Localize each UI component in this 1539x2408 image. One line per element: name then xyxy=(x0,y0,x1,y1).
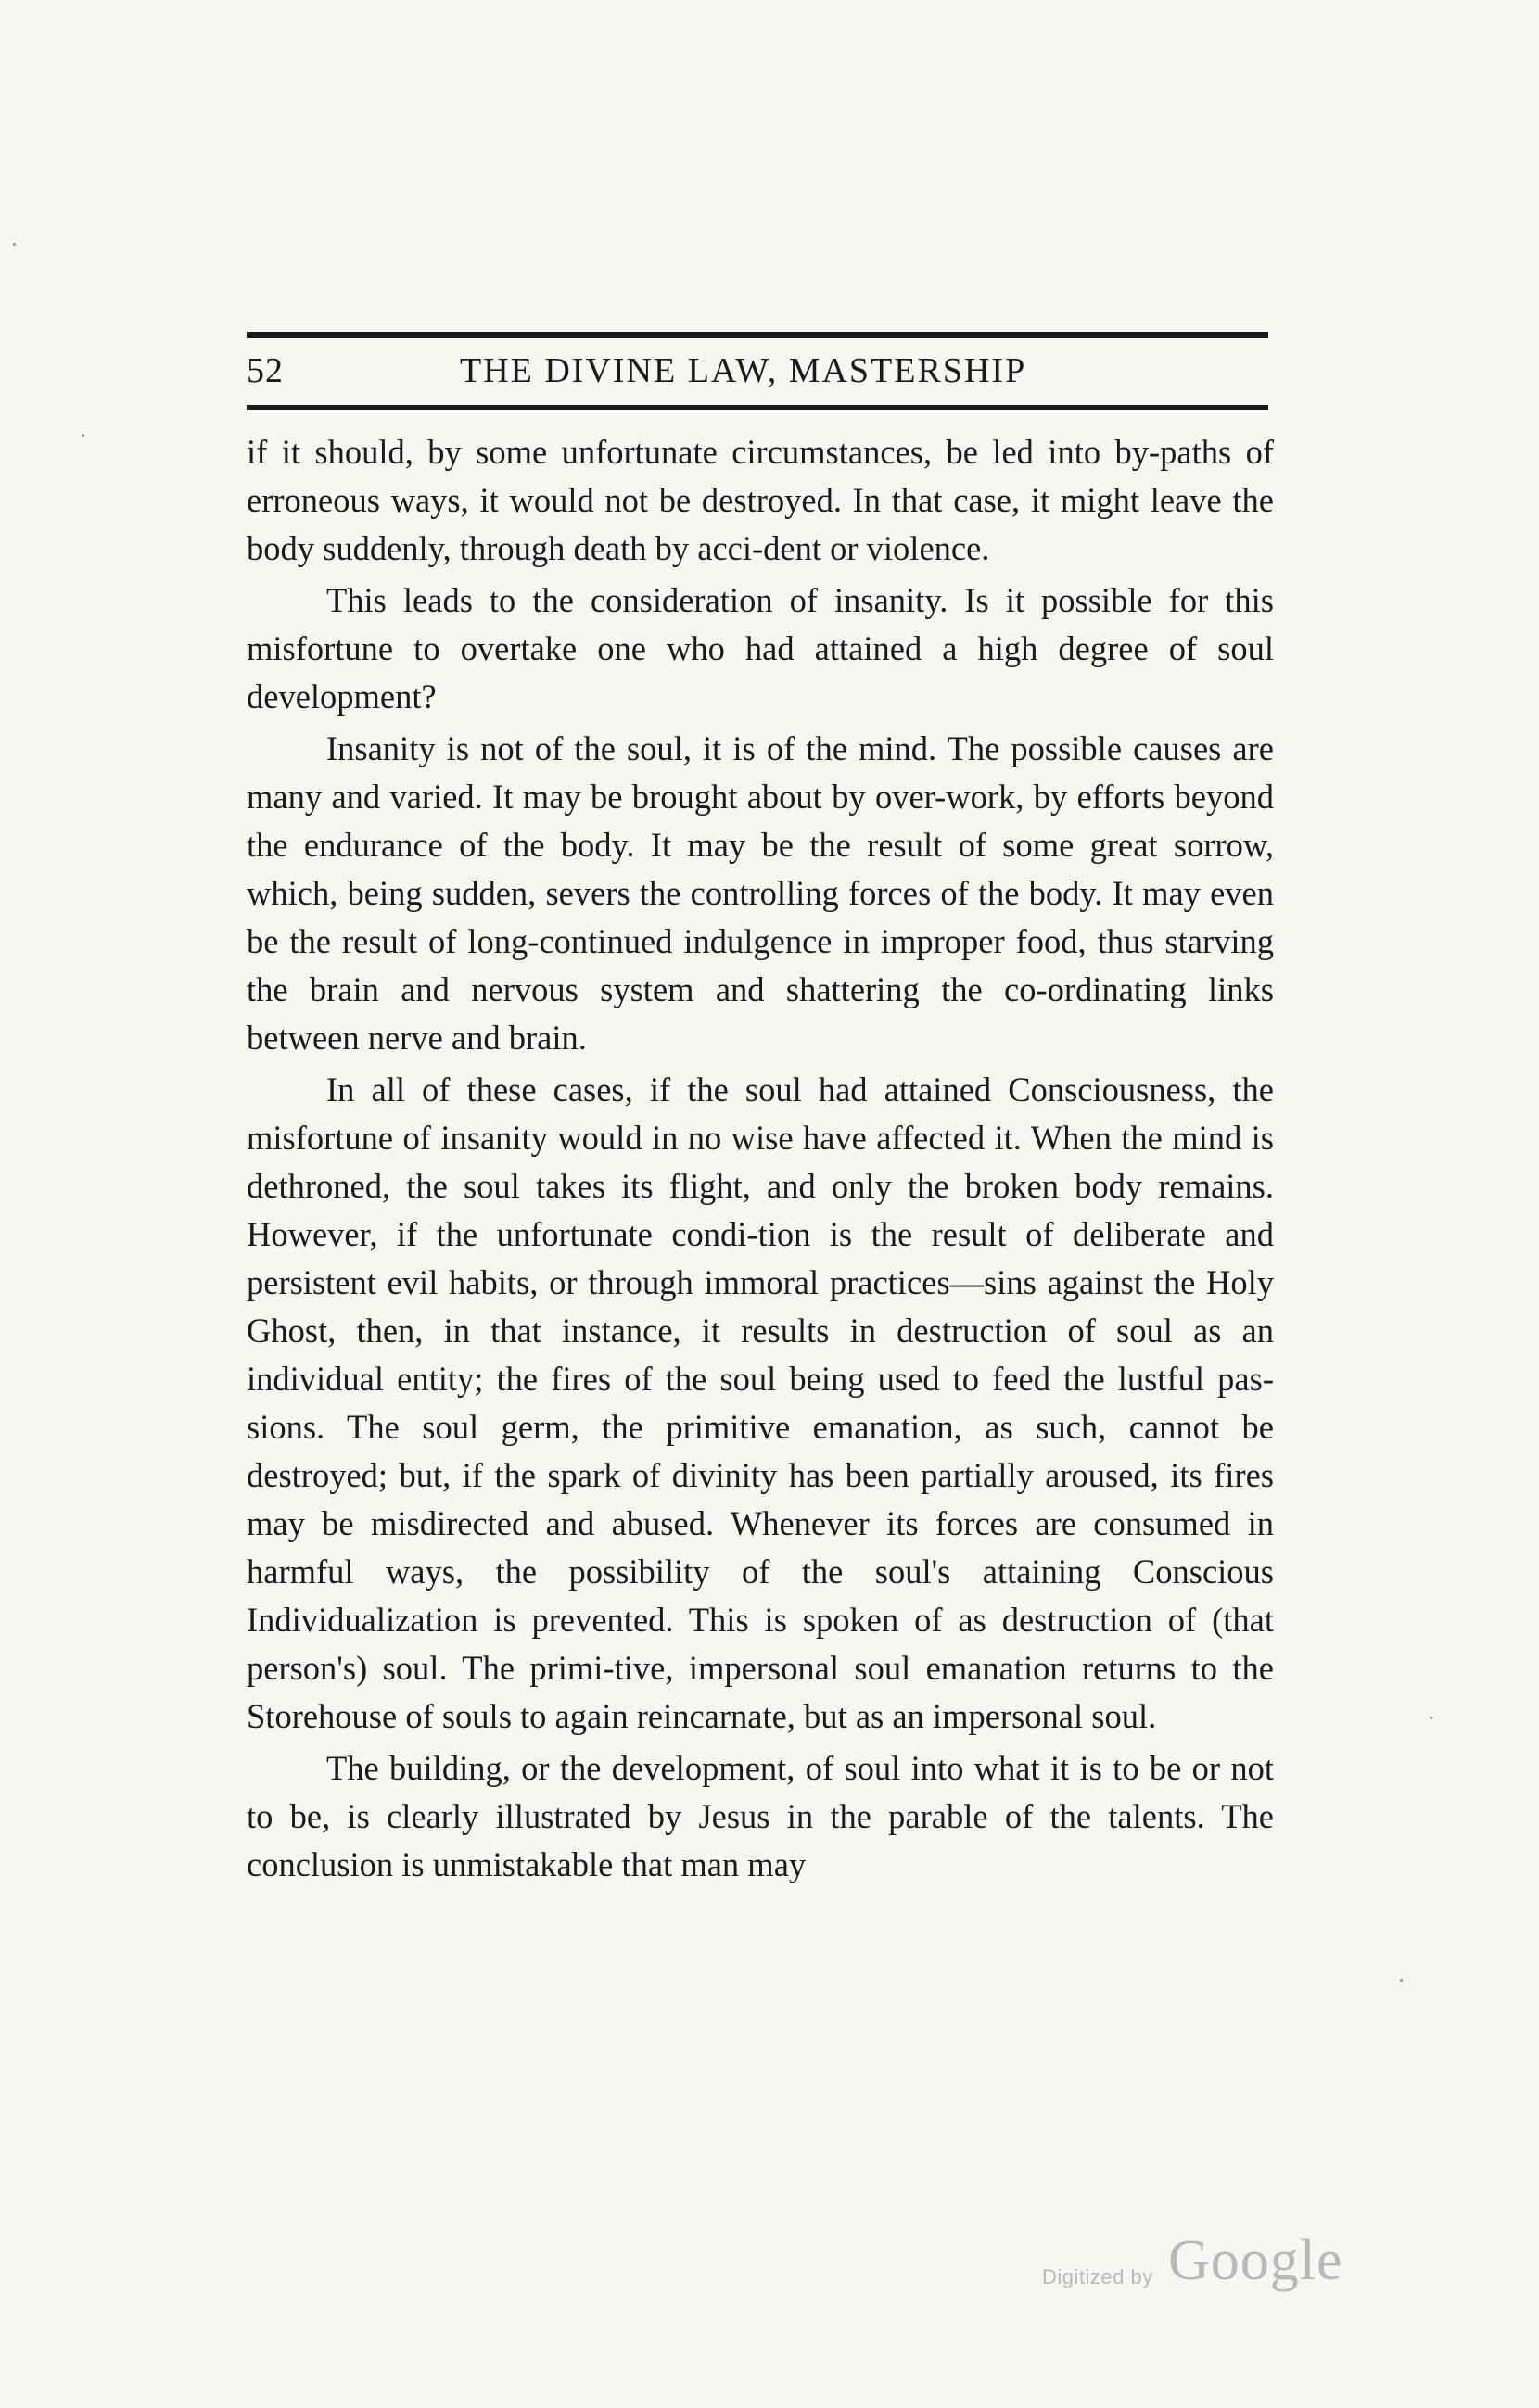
paragraph-5: The building, or the development, of soul into what it is to be or not to be, is clearly illustrated by Jesus in the parable of the talents. The conclusion is unmistakable that man may xyxy=(247,1749,1274,1883)
running-title: THE DIVINE LAW, MASTERSHIP xyxy=(460,351,1027,390)
body-text xyxy=(247,428,1274,2087)
header-bottom-rule xyxy=(247,405,1268,410)
page-number: 52 xyxy=(247,351,284,390)
header-top-rule xyxy=(247,332,1268,338)
paragraph-2: This leads to the consideration of insanity. Is it possible for this misfortune to overtake one who had attained a high degree of soul development? xyxy=(247,581,1274,716)
scan-speck xyxy=(1400,1979,1403,1982)
digitization-watermark xyxy=(1042,2224,1376,2299)
scan-speck xyxy=(82,434,84,437)
watermark-prefix: Digitized by xyxy=(1042,2265,1153,2288)
watermark-brand: Google xyxy=(1168,2229,1343,2292)
paragraph-3: Insanity is not of the soul, it is of the mind. The possible causes are many and varied. It may be brought about by over-work, by efforts beyond the endurance of the body. It may be the result of some great sorrow, which, being sudden, severs the controlling forces of the body. It may even be the result of long-continued indulgence in improper food, thus starving the brain and nervous system and shattering the co-ordinating links between nerve and brain. xyxy=(247,729,1274,1057)
scan-speck xyxy=(1430,1717,1432,1719)
running-header xyxy=(247,350,1268,399)
paragraph-1: if it should, by some unfortunate circumstances, be led into by-paths of erroneous ways, it would not be destroyed. In that case, it might leave the body suddenly, through death by acci-dent or violence. xyxy=(247,433,1274,567)
scan-speck xyxy=(13,243,16,246)
paragraph-4: In all of these cases, if the soul had attained Consciousness, the misfortune of insanity would in no wise have affected it. When the mind is dethroned, the soul takes its flight, and only the broken body remains. However, if the unfortunate condi-tion is the result of deliberate and persistent evil habits, or through immoral practices—sins against the Holy Ghost, then, in that instance, it results in destruction of soul as an individual entity; the fires of the soul being used to feed the lustful pas-sions. The soul germ, the primitive emanation, as such, cannot be destroyed; but, if the spark of divinity has been partially aroused, its fires may be misdirected and abused. Whenever its forces are consumed in harmful ways, the possibility of the soul's attaining Conscious Individualization is prevented. This is spoken of as destruction of (that person's) soul. The primi-tive, impersonal soul emanation returns to the Storehouse of souls to again reincarnate, but as an impersonal soul. xyxy=(247,1071,1274,1735)
